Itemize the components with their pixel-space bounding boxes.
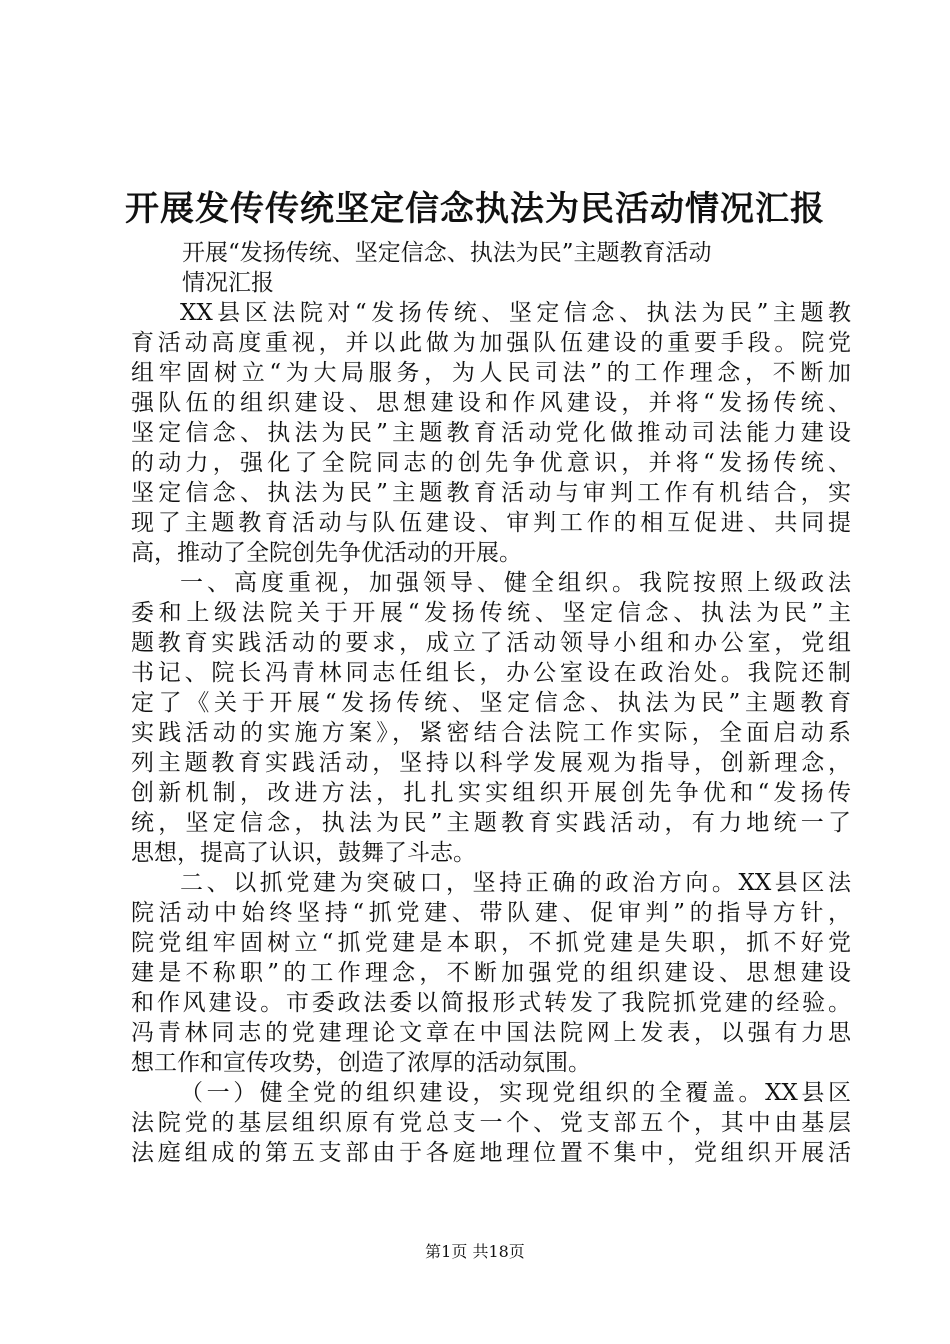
body-line: 现了主题教育活动与队伍建设、审判工作的相互促进、共同提 <box>131 510 851 536</box>
body-line: 院活动中始终坚持“抓党建、带队建、促审判”的指导方针， <box>131 900 851 926</box>
subtitle-line: 开展“发扬传统、坚定信念、执法为民”主题教育活动 <box>182 240 712 266</box>
body-line: 书记、院长冯青林同志任组长，办公室设在政治处。我院还制 <box>131 660 851 686</box>
body-line: 法庭组成的第五支部由于各庭地理位置不集中，党组织开展活 <box>131 1140 851 1166</box>
body-line: （一）健全党的组织建设，实现党组织的全覆盖。XX县区 <box>180 1080 851 1106</box>
body-line: 创新机制，改进方法，扎扎实实组织开展创先争优和“发扬传 <box>131 780 851 806</box>
subtitle-line: 情况汇报 <box>182 270 274 296</box>
body-line: 育活动高度重视，并以此做为加强队伍建设的重要手段。院党 <box>131 330 851 356</box>
page-footer: 第1页 共18页 <box>425 1242 525 1261</box>
body-line: 坚定信念、执法为民”主题教育活动党化做推动司法能力建设 <box>131 420 851 446</box>
body-line: 列主题教育实践活动，坚持以科学发展观为指导，创新理念， <box>131 750 851 776</box>
body-line: 实践活动的实施方案》，紧密结合法院工作实际，全面启动系 <box>131 720 851 746</box>
body-line: 题教育实践活动的要求，成立了活动领导小组和办公室，党组 <box>131 630 851 656</box>
body-line: 高，推动了全院创先争优活动的开展。 <box>131 540 522 566</box>
body-line: 院党组牢固树立“抓党建是本职，不抓党建是失职，抓不好党 <box>131 930 851 956</box>
body-line: 建是不称职”的工作理念，不断加强党的组织建设、思想建设 <box>131 960 851 986</box>
body-line: 委和上级法院关于开展“发扬传统、坚定信念、执法为民”主 <box>131 600 851 626</box>
body-line: 定了《关于开展“发扬传统、坚定信念、执法为民”主题教育 <box>131 690 851 716</box>
body-line: 坚定信念、执法为民”主题教育活动与审判工作有机结合，实 <box>131 480 851 506</box>
body-line: 思想，提高了认识，鼓舞了斗志。 <box>131 840 476 866</box>
body-line: XX县区法院对“发扬传统、坚定信念、执法为民”主题教 <box>180 300 851 326</box>
body-line: 冯青林同志的党建理论文章在中国法院网上发表，以强有力思 <box>131 1020 851 1046</box>
body-line: 法院党的基层组织原有党总支一个、党支部五个，其中由基层 <box>131 1110 851 1136</box>
body-line: 强队伍的组织建设、思想建设和作风建设，并将“发扬传统、 <box>131 390 851 416</box>
body-line: 一、高度重视，加强领导、健全组织。我院按照上级政法 <box>180 570 851 596</box>
body-line: 的动力，强化了全院同志的创先争优意识，并将“发扬传统、 <box>131 450 851 476</box>
body-line: 二、以抓党建为突破口，坚持正确的政治方向。XX县区法 <box>180 870 851 896</box>
document-title: 开展发传传统坚定信念执法为民活动情况汇报 <box>125 189 825 229</box>
body-line: 组牢固树立“为大局服务，为人民司法”的工作理念，不断加 <box>131 360 851 386</box>
body-line: 统，坚定信念，执法为民”主题教育实践活动，有力地统一了 <box>131 810 851 836</box>
body-line: 和作风建设。市委政法委以简报形式转发了我院抓党建的经验。 <box>131 990 851 1016</box>
body-line: 想工作和宣传攻势，创造了浓厚的活动氛围。 <box>131 1050 591 1076</box>
